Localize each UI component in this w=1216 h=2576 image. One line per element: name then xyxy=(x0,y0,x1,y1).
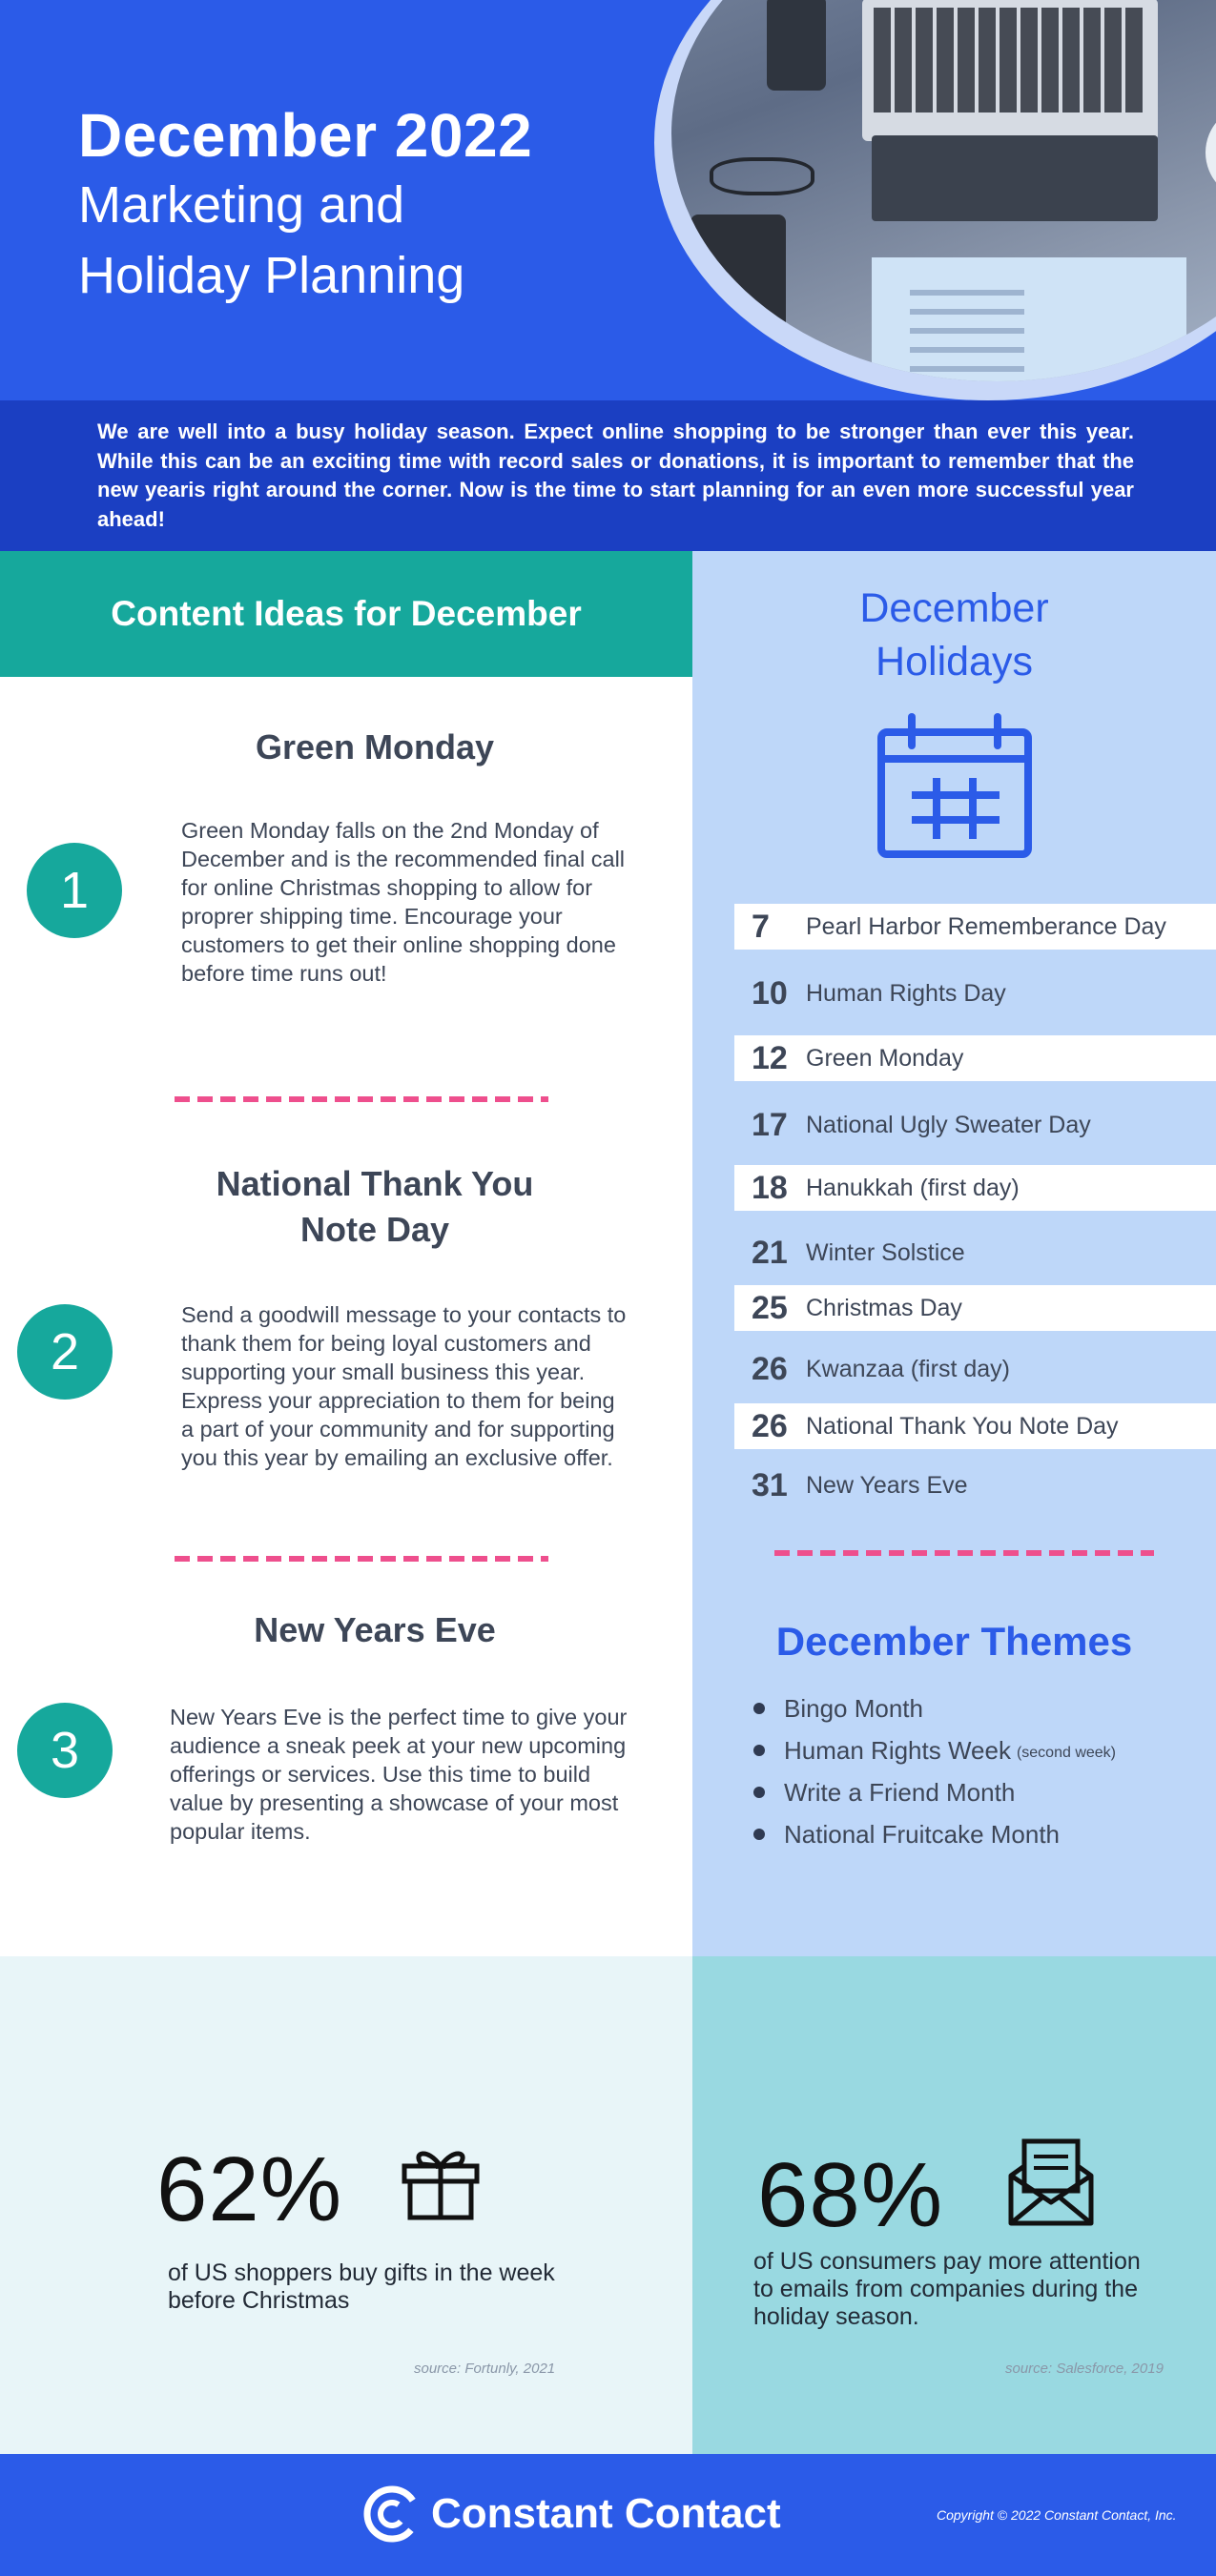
stat-card-gifts xyxy=(0,1956,692,2454)
title-line-2: Marketing and xyxy=(78,176,405,234)
stat-description: of US shoppers buy gifts in the week before Christmas xyxy=(168,2259,555,2314)
holiday-row xyxy=(734,1462,1216,1508)
theme-name: Write a Friend Month xyxy=(784,1777,1016,1807)
intro-banner xyxy=(0,400,1216,551)
theme-name: National Fruitcake Month xyxy=(784,1819,1061,1849)
divider xyxy=(774,1550,1154,1556)
idea-title-new-years-eve: New Years Eve xyxy=(254,1610,496,1649)
holiday-name: Kwanzaa (first day) xyxy=(806,1355,1010,1382)
header-banner xyxy=(0,0,1216,400)
idea-number-2: 2 xyxy=(17,1304,113,1400)
theme-item xyxy=(753,1731,1192,1769)
calendar-icon xyxy=(874,713,1036,862)
theme-note: (second week) xyxy=(1016,1745,1116,1761)
holiday-name: Green Monday xyxy=(806,1044,964,1072)
holidays-section xyxy=(692,551,1216,1956)
holiday-day: 31 xyxy=(752,1466,788,1503)
stat-source: source: Salesforce, 2019 xyxy=(1005,2361,1164,2377)
copyright-text: Copyright © 2022 Constant Contact, Inc. xyxy=(937,2507,1177,2523)
gift-icon xyxy=(399,2139,483,2223)
stat-value: 68% xyxy=(757,2144,944,2246)
holiday-name: New Years Eve xyxy=(806,1471,968,1499)
holiday-day: 18 xyxy=(752,1169,788,1206)
idea-number-1: 1 xyxy=(27,843,122,938)
holiday-day: 7 xyxy=(752,908,770,945)
theme-item xyxy=(753,1773,1192,1811)
theme-name: Human Rights Week xyxy=(784,1735,1011,1765)
idea-title-line-1: National Thank You xyxy=(216,1164,534,1203)
brand-logo[interactable] xyxy=(361,2483,781,2545)
bullet-icon xyxy=(753,1745,765,1756)
holiday-day: 10 xyxy=(752,974,788,1012)
holidays-heading xyxy=(692,582,1216,688)
holiday-name: Hanukkah (first day) xyxy=(806,1174,1020,1201)
content-ideas-section xyxy=(0,551,692,1956)
content-ideas-header xyxy=(0,551,692,677)
holiday-name: National Ugly Sweater Day xyxy=(806,1111,1091,1138)
page-title xyxy=(78,101,532,311)
holiday-day: 25 xyxy=(752,1289,788,1326)
idea-title-line-2: Note Day xyxy=(299,1210,450,1249)
themes-heading: December Themes xyxy=(775,1619,1133,1664)
holiday-row xyxy=(734,971,1216,1016)
stat-source: source: Fortunly, 2021 xyxy=(414,2361,556,2377)
holiday-day: 17 xyxy=(752,1106,788,1143)
holiday-row xyxy=(734,1346,1216,1392)
idea-text-green-monday: Green Monday falls on the 2nd Monday of December and is the recommended final call for online Christmas shopping to allow for proprer shipping time. Encourage your customers to get their online shopping done before time runs out! xyxy=(181,818,626,986)
holiday-name: Human Rights Day xyxy=(806,979,1006,1007)
holiday-row xyxy=(734,1035,1216,1081)
content-ideas-heading: Content Ideas for December xyxy=(111,594,582,633)
holiday-row xyxy=(734,904,1216,950)
intro-text: We are well into a busy holiday season. Expect online shopping to be stronger than ever this year. While this can be an exciting time with record sales or donations, it is important to remember that the new yearis right around the corner. Now is the time to start planning for an even more successful year ahead! xyxy=(97,419,1134,531)
idea-number-3: 3 xyxy=(17,1703,113,1798)
bullet-icon xyxy=(753,1787,765,1798)
holidays-heading-line-1: December xyxy=(859,585,1049,631)
title-line-3: Holiday Planning xyxy=(78,247,465,304)
theme-name: Bingo Month xyxy=(784,1693,923,1723)
idea-title-green-monday: Green Monday xyxy=(255,727,495,767)
holiday-name: Winter Solstice xyxy=(806,1238,965,1266)
divider xyxy=(175,1556,548,1562)
divider xyxy=(175,1096,548,1102)
envelope-icon xyxy=(1005,2137,1097,2229)
idea-text-thank-you-note-day: Send a goodwill message to your contacts to thank them for being loyal customers and supporting your small business this year. Express your appreciation to them for being a part of your community and for supporting you this year by emailing an exclusive offer. xyxy=(181,1302,627,1470)
holiday-row xyxy=(734,1230,1216,1276)
holiday-day: 21 xyxy=(752,1234,788,1271)
stat-value: 62% xyxy=(156,2138,343,2240)
bullet-icon xyxy=(753,1829,765,1840)
holiday-row xyxy=(734,1102,1216,1148)
holiday-day: 12 xyxy=(752,1039,788,1076)
stat-description: of US consumers pay more attention to emails from companies during the holiday season. xyxy=(753,2248,1141,2330)
bullet-icon xyxy=(753,1703,765,1714)
stat-card-emails xyxy=(692,1956,1216,2454)
holiday-name: Christmas Day xyxy=(806,1294,962,1321)
theme-item xyxy=(753,1815,1192,1853)
idea-text-new-years-eve: New Years Eve is the perfect time to give your audience a sneak peek at your new upcoming offerings or services. Use this time to build value by presenting a showcase of your most popular items. xyxy=(170,1705,628,1844)
constant-contact-logo-icon xyxy=(361,2483,423,2545)
theme-item xyxy=(753,1689,1192,1728)
holiday-day: 26 xyxy=(752,1350,788,1387)
holiday-row xyxy=(734,1285,1216,1331)
header-photo xyxy=(654,0,1216,400)
holiday-day: 26 xyxy=(752,1407,788,1444)
idea-title-thank-you-note-day xyxy=(0,1161,750,1253)
holiday-row xyxy=(734,1165,1216,1211)
holidays-heading-line-2: Holidays xyxy=(876,639,1033,685)
holiday-row xyxy=(734,1403,1216,1449)
brand-name: Constant Contact xyxy=(431,2490,781,2537)
holiday-name: National Thank You Note Day xyxy=(806,1412,1119,1440)
holiday-name: Pearl Harbor Rememberance Day xyxy=(806,912,1166,940)
footer xyxy=(0,2454,1216,2576)
title-line-1: December 2022 xyxy=(78,101,533,170)
